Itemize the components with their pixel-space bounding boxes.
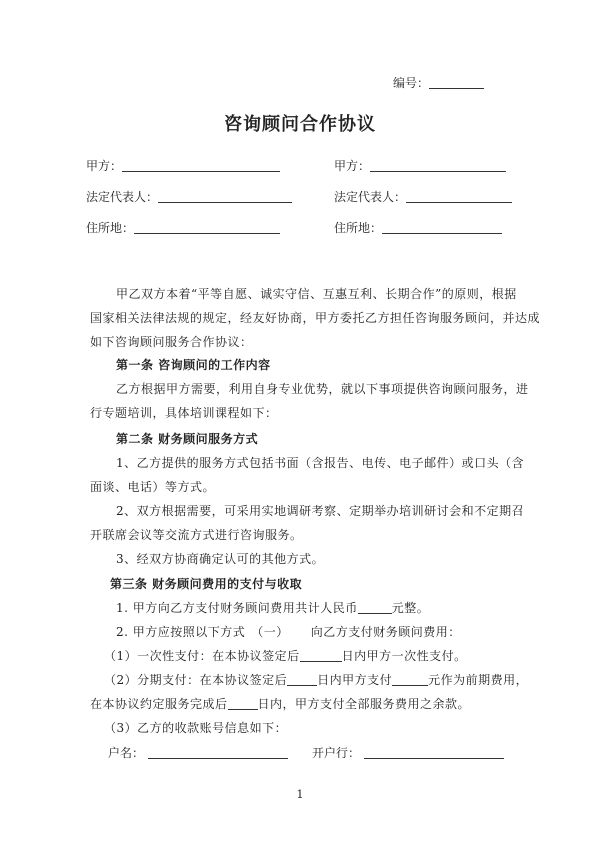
lump-sum-days-blank[interactable] — [300, 649, 342, 662]
article-3-heading: 第三条 财务顾问费用的支付与收取 — [110, 577, 303, 591]
party-a-field — [86, 158, 280, 174]
article-2-heading: 第二条 财务顾问服务方式 — [116, 432, 259, 446]
representative-a-blank[interactable] — [158, 190, 292, 203]
article-2-item-1-line-2: 面谈、电话）等方式。 — [90, 480, 216, 494]
account-name-field — [108, 745, 288, 761]
address-b-field — [334, 220, 502, 236]
lump-sum-text: （1）一次性支付：在本协议签定后 — [104, 649, 300, 663]
payment-method-option: （一） — [251, 625, 289, 639]
bank-label: 开户行： — [312, 746, 361, 760]
lump-sum-line — [104, 644, 467, 668]
account-name-blank[interactable] — [148, 746, 288, 759]
representative-a-label: 法定代表人： — [86, 190, 159, 204]
document-number-label: 编号： — [393, 76, 430, 90]
document-number — [393, 75, 484, 91]
payment-total-blank[interactable] — [358, 601, 392, 614]
account-info-line: （3）乙方的收款账号信息如下： — [104, 721, 288, 735]
party-a-blank[interactable] — [122, 159, 280, 172]
address-a-field — [86, 220, 280, 236]
intro-line-2: 国家相关法律法规的规定，经友好协商，甲方委托乙方担任咨询服务顾问，并达成 — [90, 311, 541, 325]
address-b-blank[interactable] — [382, 221, 502, 234]
bank-field — [312, 745, 504, 761]
article-1-line-2: 行专题培训，具体培训课程如下： — [90, 406, 278, 420]
installment-amount-blank[interactable] — [392, 673, 428, 686]
article-2-item-1-line-1: 1、乙方提供的服务方式包括书面（含报告、电传、电子邮件）或口头（含 — [116, 456, 525, 470]
payment-method-suffix: 向乙方支付财务顾问费用： — [310, 625, 461, 639]
installment-text-2: 日内甲方支付 — [317, 673, 393, 687]
party-b-field — [334, 158, 506, 174]
installment-text-5: 日内，甲方支付全部服务费用之余款。 — [257, 697, 471, 711]
payment-total-line — [116, 596, 429, 620]
intro-line-1: 甲乙双方本着“平等自愿、诚实守信、互惠互利、长期合作”的原则，根据 — [116, 287, 517, 301]
installment-text-4: 在本协议约定服务完成后 — [90, 697, 228, 711]
party-b-label: 甲方： — [334, 159, 371, 173]
address-b-label: 住所地： — [334, 221, 383, 235]
party-b-blank[interactable] — [370, 159, 506, 172]
installment-line-1 — [104, 668, 528, 692]
lump-sum-suffix: 日内甲方一次性支付。 — [341, 649, 467, 663]
installment-text-1: （2）分期支付：在本协议签定后 — [104, 673, 288, 687]
page-title: 咨询顾问合作协议 — [224, 114, 376, 135]
installment-line-2 — [90, 692, 470, 716]
installment-completion-days-blank[interactable] — [228, 697, 258, 710]
article-1-line-1: 乙方根据甲方需要，利用自身专业优势，就以下事项提供咨询顾问服务，进 — [116, 382, 529, 396]
installment-days-blank[interactable] — [287, 673, 317, 686]
party-a-label: 甲方： — [86, 159, 123, 173]
article-2-item-2-line-2: 开联席会议等交流方式进行咨询服务。 — [90, 528, 303, 542]
page-number: 1 — [296, 788, 304, 801]
representative-a-field — [86, 189, 292, 205]
address-a-label: 住所地： — [86, 221, 135, 235]
address-a-blank[interactable] — [134, 221, 280, 234]
representative-b-blank[interactable] — [406, 190, 512, 203]
payment-method-text: 2. 甲方应按照以下方式 — [116, 625, 246, 639]
payment-method-line — [116, 620, 461, 644]
intro-line-3: 如下咨询顾问服务合作协议： — [90, 335, 253, 349]
representative-b-label: 法定代表人： — [334, 190, 407, 204]
document-number-blank[interactable] — [429, 76, 484, 89]
representative-b-field — [334, 189, 512, 205]
payment-total-suffix: 元整。 — [391, 601, 430, 615]
article-2-item-2-line-1: 2、双方根据需要，可采用实地调研考察、定期举办培训研讨会和不定期召 — [116, 504, 525, 518]
article-2-item-3: 3、经双方协商确定认可的其他方式。 — [116, 552, 325, 566]
article-1-heading: 第一条 咨询顾问的工作内容 — [116, 358, 271, 372]
installment-text-3: 元作为前期费用， — [428, 673, 529, 687]
bank-blank[interactable] — [364, 746, 504, 759]
account-name-label: 户名： — [108, 746, 145, 760]
payment-total-text: 1. 甲方向乙方支付财务顾问费用共计人民币 — [116, 601, 358, 615]
